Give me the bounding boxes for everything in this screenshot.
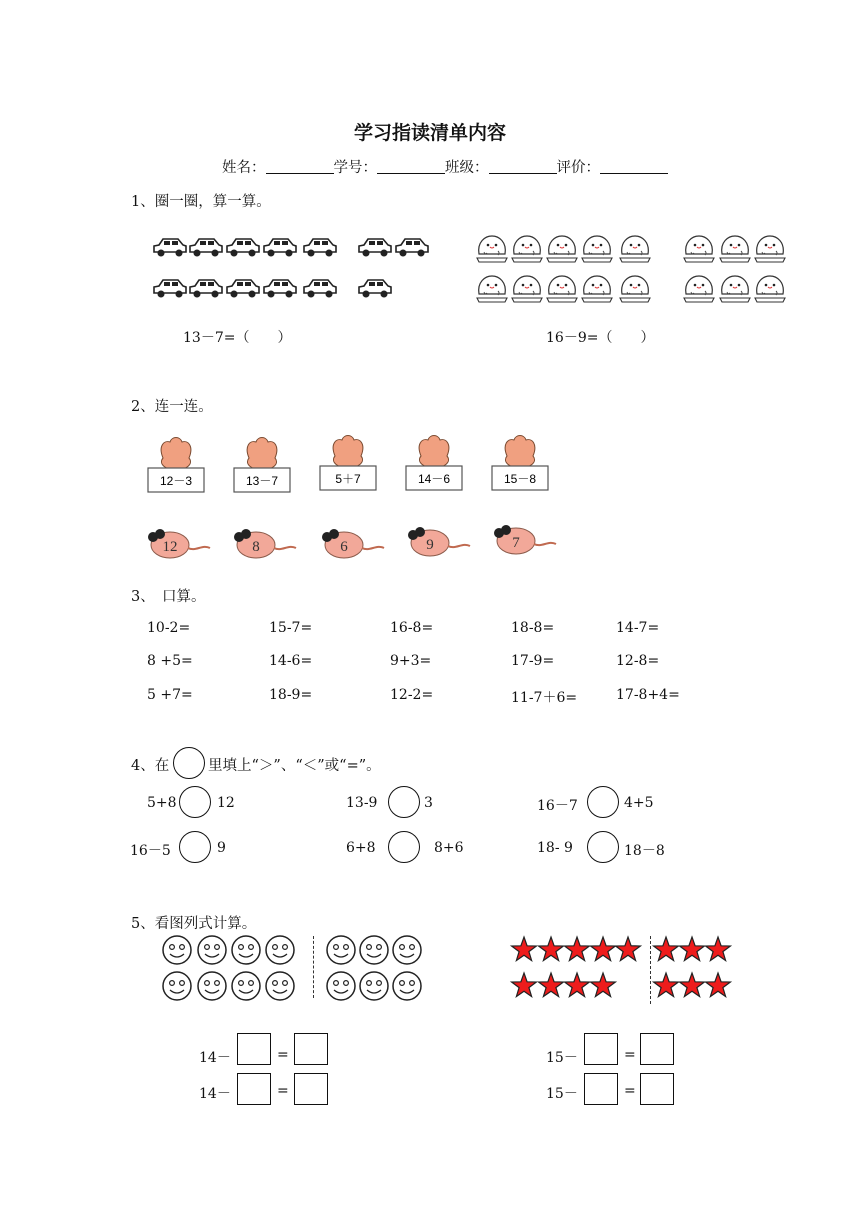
frog-card-label: 12－3 xyxy=(159,474,193,488)
q5-left-equals-1: = xyxy=(277,1047,289,1063)
q5-left-box-2b[interactable] xyxy=(294,1073,328,1105)
q5-left-box-1b[interactable] xyxy=(294,1033,328,1065)
oral-calc-1-5: 14-7= xyxy=(616,620,660,636)
oral-calc-2-5: 12-8= xyxy=(616,653,660,669)
star-icon xyxy=(591,937,616,961)
star-icon xyxy=(591,973,616,997)
page-title: 学习指读清单内容 xyxy=(353,122,506,144)
star-icon xyxy=(512,973,537,997)
star-icon xyxy=(680,973,705,997)
frog-card-label: 14－6 xyxy=(417,472,451,486)
compare-6-left: 18- 9 xyxy=(537,840,573,856)
oral-calc-3-4: 11-7＋6= xyxy=(511,690,578,706)
q5-left-box-1a[interactable] xyxy=(237,1033,271,1065)
mouse-number: 12 xyxy=(162,539,178,555)
star-icon xyxy=(539,973,564,997)
q5-right-box-2a[interactable] xyxy=(584,1073,618,1105)
compare-4-left: 16－5 xyxy=(130,843,171,859)
q5-left-equals-2: = xyxy=(277,1083,289,1099)
mouse-number: 7 xyxy=(512,535,520,551)
frog-card-label: 15－8 xyxy=(503,472,537,486)
compare-3-right: 4+5 xyxy=(624,795,654,811)
star-icon xyxy=(706,937,731,961)
star-icon xyxy=(539,937,564,961)
star-icon xyxy=(565,973,590,997)
star-icon xyxy=(512,937,537,961)
oral-calc-2-4: 17-9= xyxy=(511,653,555,669)
compare-3-left: 16－7 xyxy=(537,798,578,814)
q5-left-box-2a[interactable] xyxy=(237,1073,271,1105)
q5-right-equals-1: = xyxy=(624,1047,636,1063)
compare-5-left: 6+8 xyxy=(346,840,376,856)
q1-label: 1、圈一圈，算一算。 xyxy=(131,194,271,210)
compare-1-left: 5+8 xyxy=(147,795,177,811)
compare-2-right: 3 xyxy=(424,795,433,811)
q5-right-expr-1: 15－ xyxy=(546,1050,578,1066)
mouse-number: 8 xyxy=(252,539,260,555)
q4-label-suffix: 里填上“＞”、“＜”或“=”。 xyxy=(208,758,381,774)
q5-right-equals-2: = xyxy=(624,1083,636,1099)
oral-calc-3-5: 17-8+4= xyxy=(616,687,680,703)
compare-4-right: 9 xyxy=(217,840,226,856)
mouse-number: 6 xyxy=(340,539,348,555)
q5-label: 5、看图列式计算。 xyxy=(131,916,257,932)
q2-label: 2、连一连。 xyxy=(131,399,213,415)
oral-calc-2-1: 8 +5= xyxy=(147,653,193,669)
star-icon xyxy=(565,937,590,961)
star-icon xyxy=(680,937,705,961)
star-icon xyxy=(654,973,679,997)
star-divider xyxy=(650,936,651,1004)
oral-calc-1-2: 15-7= xyxy=(269,620,313,636)
oral-calc-1-4: 18-8= xyxy=(511,620,555,636)
oral-calc-3-3: 12-2= xyxy=(390,687,434,703)
q1-cars-equation: 13－7=（ ） xyxy=(183,330,292,346)
compare-6-right: 18－8 xyxy=(624,843,665,859)
name-label: 姓名： xyxy=(222,160,266,176)
compare-5-right: 8+6 xyxy=(434,840,464,856)
star-icon xyxy=(616,937,641,961)
oral-calc-1-3: 16-8= xyxy=(390,620,434,636)
frog-card-label: 5＋7 xyxy=(335,472,361,486)
q5-left-expr-2: 14－ xyxy=(199,1086,231,1102)
q3-label: 3、 口算。 xyxy=(131,589,206,605)
star-icon xyxy=(706,973,731,997)
compare-1-right: 12 xyxy=(217,795,235,811)
oral-calc-1-1: 10-2= xyxy=(147,620,191,636)
oral-calc-2-3: 9+3= xyxy=(390,653,432,669)
oral-calc-3-2: 18-9= xyxy=(269,687,313,703)
q5-right-box-1b[interactable] xyxy=(640,1033,674,1065)
q5-right-expr-2: 15－ xyxy=(546,1086,578,1102)
mouse-number: 9 xyxy=(426,537,434,553)
compare-2-left: 13-9 xyxy=(346,795,378,811)
q5-left-expr-1: 14－ xyxy=(199,1050,231,1066)
grade-label: 评价： xyxy=(556,160,600,176)
q1-faces-equation: 16－9=（ ） xyxy=(546,330,655,346)
number-label: 学号： xyxy=(333,160,377,176)
q4-label-prefix: 4、在 xyxy=(131,758,170,774)
oral-calc-3-1: 5 +7= xyxy=(147,687,193,703)
frog-card-label: 13－7 xyxy=(245,474,279,488)
star-icon xyxy=(654,937,679,961)
class-label: 班级： xyxy=(445,160,489,176)
oral-calc-2-2: 14-6= xyxy=(269,653,313,669)
q5-right-box-2b[interactable] xyxy=(640,1073,674,1105)
q5-right-box-1a[interactable] xyxy=(584,1033,618,1065)
